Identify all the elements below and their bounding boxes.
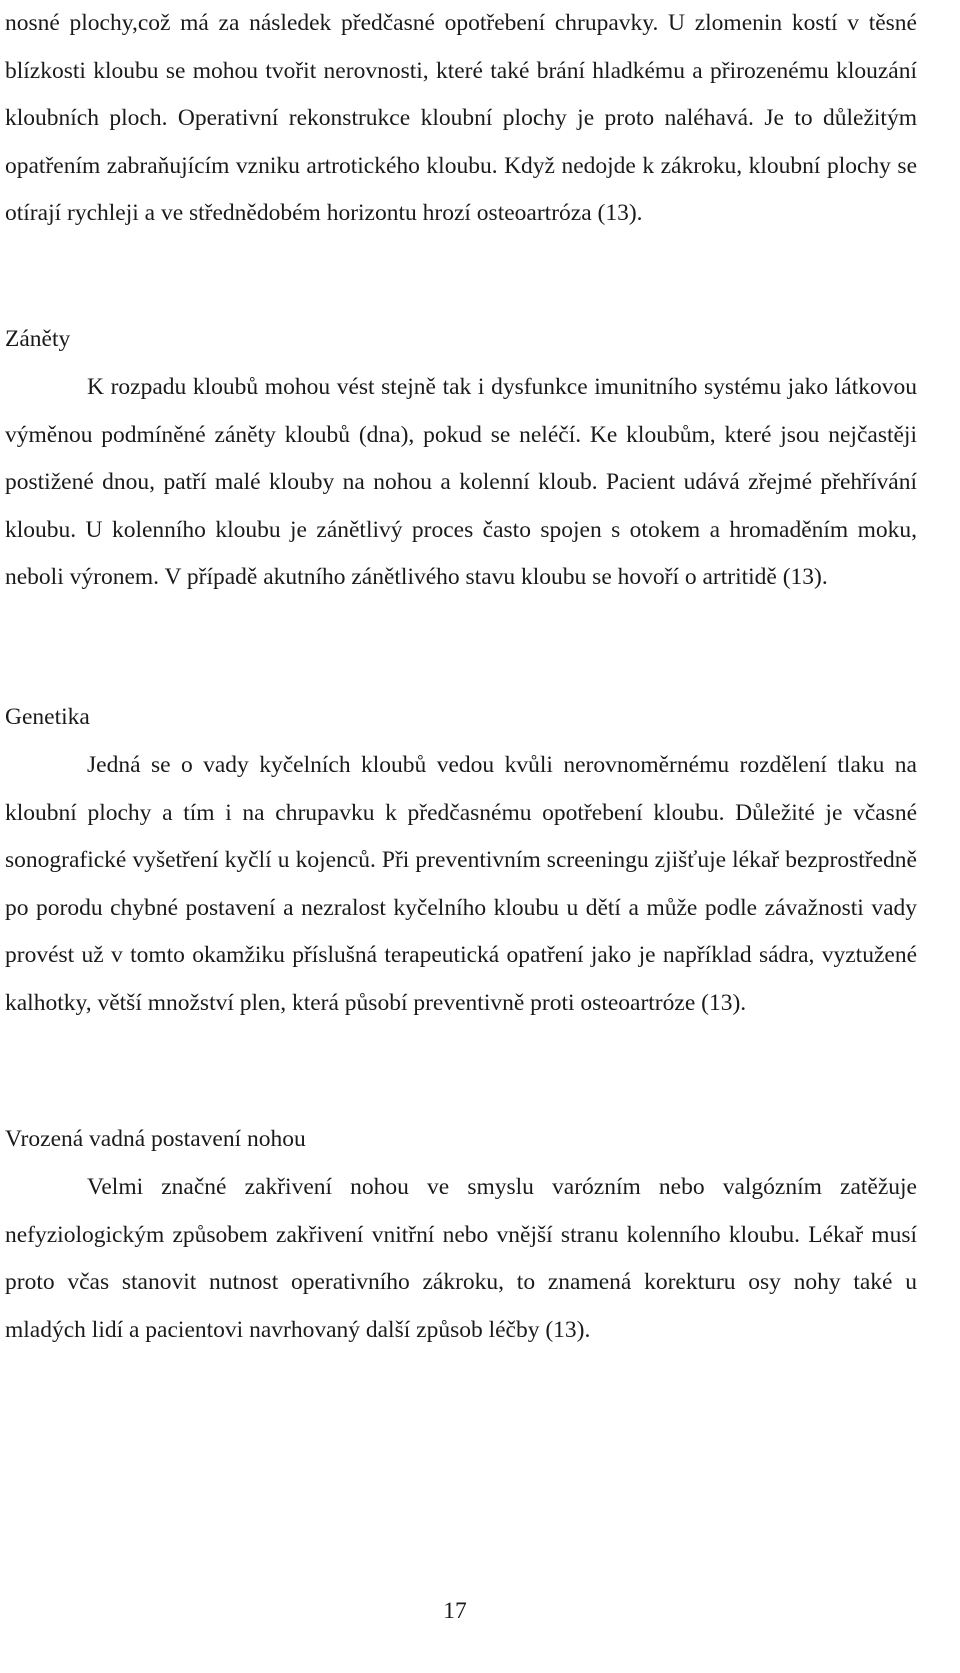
section-heading-vrozena-vadna-postaveni-nohou: Vrozená vadná postavení nohou: [5, 1126, 306, 1152]
section-heading-genetika: Genetika: [5, 704, 90, 730]
section-paragraph-vrozena-vadna-postaveni-nohou: Velmi značné zakřivení nohou ve smyslu varózním nebo valgózním zatěžuje nefyziologickým způsobem zakřivení vnitřní nebo vnější stranu kolenního kloubu. Lékař musí proto včas stanovit nutnost operativního zákroku, to znamená korekturu osy nohy také u mladých lidí a pacientovi navrhovaný další způsob léčby (13).: [5, 1174, 917, 1343]
section-heading-zanety: Záněty: [5, 326, 71, 352]
intro-paragraph: nosné plochy,což má za následek předčasné opotřebení chrupavky. U zlomenin kostí v těsné blízkosti kloubu se mohou tvořit nerovnosti, které také brání hladkému a přirozenému klouzání kloubních ploch. Operativní rekonstrukce kloubní plochy je proto naléhavá. Je to důležitým opatřením zabraňujícím vzniku artrotického kloubu. Když nedojde k zákroku, kloubní plochy se otírají rychleji a ve střednědobém horizontu hrozí osteoartróza (13).: [5, 10, 917, 227]
section-paragraph-genetika: Jedná se o vady kyčelních kloubů vedou kvůli nerovnoměrnému rozdělení tlaku na kloubní plochy a tím i na chrupavku k předčasnému opotřebení kloubu. Důležité je včasné sonografické vyšetření kyčlí u kojenců. Při preventivním screeningu zjišťuje lékař bezprostředně po porodu chybné postavení a nezralost kyčelního kloubu u dětí a může podle závažnosti vady provést už v tomto okamžiku příslušná terapeutická opatření jako je například sádra, vyztužené kalhotky, větší množství plen, která působí preventivně proti osteoartróze (13).: [5, 752, 917, 1016]
section-paragraph-zanety: K rozpadu kloubů mohou vést stejně tak i dysfunkce imunitního systému jako látkovou výměnou podmíněné záněty kloubů (dna), pokud se neléčí. Ke kloubům, které jsou nejčastěji postižené dnou, patří malé klouby na nohou a kolenní kloub. Pacient udává zřejmé přehřívání kloubu. U kolenního kloubu je zánětlivý proces často spojen s otokem a hromaděním moku, neboli výronem. V případě akutního zánětlivého stavu kloubu se hovoří o artritidě (13).: [5, 374, 917, 591]
page-number: 17: [443, 1598, 467, 1624]
